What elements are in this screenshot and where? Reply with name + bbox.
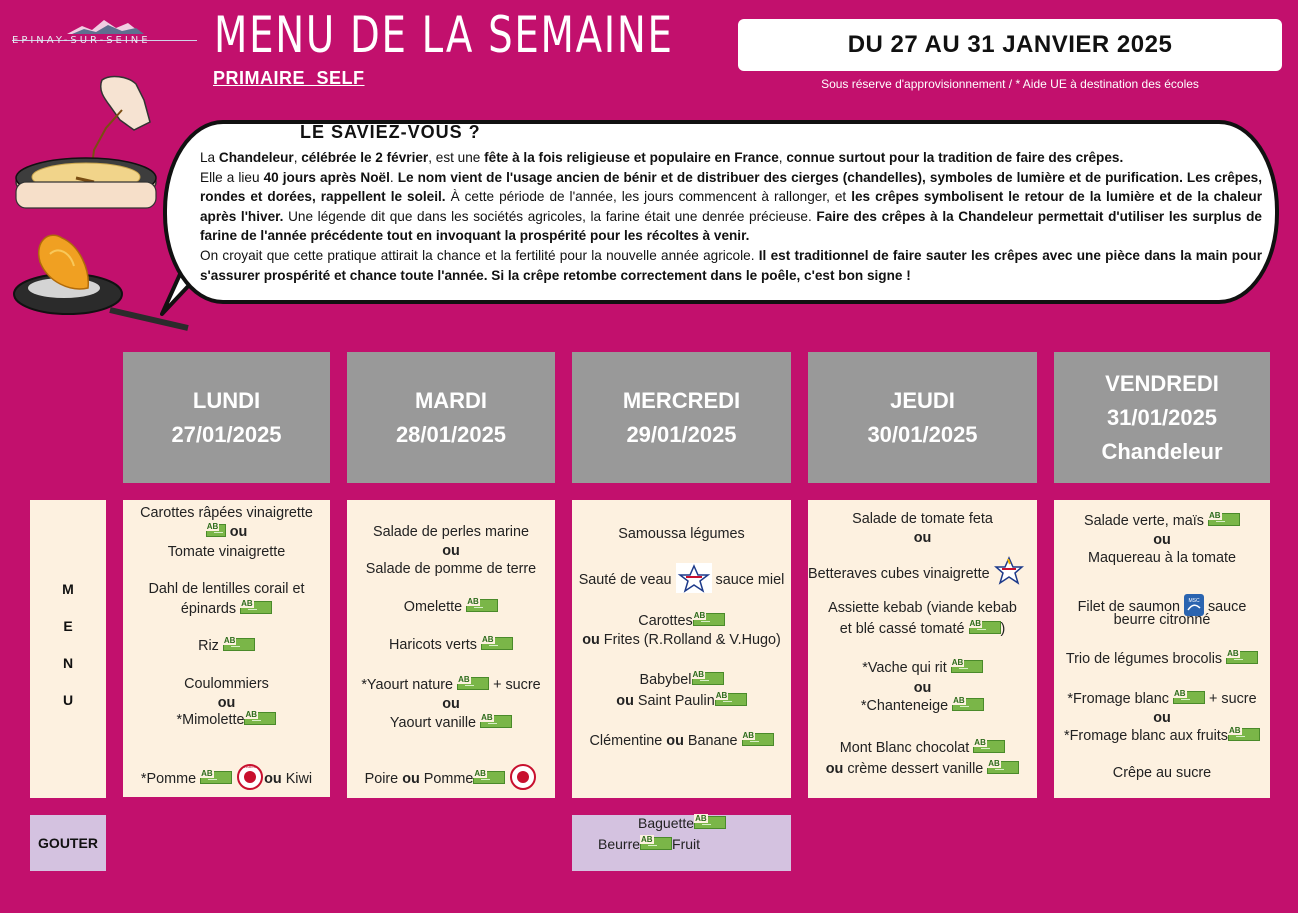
organic-label-icon (466, 599, 498, 612)
menu-item: ou (913, 680, 932, 696)
gouter-item: BaguetteAB (638, 815, 726, 831)
organic-label-icon (715, 693, 747, 706)
logo-text: EPINAY-SUR-SEINE (12, 35, 151, 46)
organic-label-icon (1208, 513, 1240, 526)
day-date: 28/01/2025 (395, 421, 507, 447)
menu-item: ou (1153, 532, 1171, 548)
menu-item: Salade de tomate feta (852, 511, 993, 527)
menu-item: *Pomme AB LABEL ou Kiwi (123, 763, 330, 791)
menu-item: ou (1153, 710, 1171, 726)
menu-item: Riz AB (123, 638, 330, 654)
label-rouge-icon (236, 763, 264, 791)
menu-side-label (30, 500, 106, 798)
day-name: VENDREDI (1105, 370, 1219, 396)
menu-item: *Chanteneige AB (808, 698, 1037, 714)
menu-item: Yaourt vanille AB (347, 715, 555, 731)
menu-item: *Fromage blanc aux fruitsAB (1054, 728, 1270, 744)
organic-label-icon (244, 712, 276, 725)
menu-item: Mont Blanc chocolat AB (808, 740, 1037, 756)
menu-item: Omelette AB (347, 599, 555, 615)
page-title: MENU DE LA SEMAINE (214, 6, 674, 64)
menu-letter: U (62, 692, 74, 708)
crepe-pan-hand-icon (16, 77, 156, 208)
menu-friday (1054, 500, 1270, 798)
menu-item: BabybelAB (572, 672, 791, 688)
organic-label-icon (1226, 651, 1258, 664)
day-date: 30/01/2025 (867, 421, 978, 447)
menu-item: Maquereau à la tomate (1088, 550, 1236, 566)
info-text: La Chandeleur, célébrée le 2 février, est une fête à la fois religieuse et populaire en France, connue surtout pour la tradition de faire des crêpes. Elle a lieu 40 jours après Noël. Le nom vient de l'usage ancien de bénir et de distribuer des cierges (chandelles), symboles de lumière et de purification. Les crêpes, rondes et dorées, rappellent le soleil. À cette période de l'année, les jours commencent à rallonger, et les crêpes symbolisent le retour de la lumière et de la chaleur après l'hiver. Une légende dit que dans les sociétés agricoles, la farine était une denrée précieuse. Faire des crêpes à la Chandeleur permettait d'utiliser les surplus de farine de l'année précédente tout en invoquant la prospérité pour les récoltes à venir. On croyait que cette pratique attirait la chance et la fertilité pour la nouvelle année agricole. Il est traditionnel de faire sauter les crêpes avec une pièce dans la main pour s'assurer prospérité et chance toute l'année. Si la crêpe retombe correctement dans le poêle, c'est bon signe ! (200, 150, 1263, 283)
menu-item: Assiette kebab (viande kebab (828, 600, 1017, 616)
organic-label-icon (952, 698, 984, 711)
day-name: MERCREDI (622, 387, 741, 413)
day-header-thursday (808, 352, 1037, 483)
organic-label-icon (973, 740, 1005, 753)
day-name: MARDI (414, 387, 488, 413)
menu-item: *MimoletteAB (123, 712, 330, 728)
menu-wednesday (572, 500, 791, 798)
menu-item: Poire ou PommeAB (347, 763, 555, 791)
organic-label-icon (692, 672, 724, 685)
menu-item: Coulommiers (184, 676, 269, 692)
page-subtitle: PRIMAIRE SELF (213, 68, 365, 88)
organic-label-icon (987, 761, 1019, 774)
organic-label-icon (693, 613, 725, 626)
menu-item: beurre citronné (1113, 612, 1211, 628)
origin-france-icon (676, 563, 712, 593)
organic-label-icon (480, 715, 512, 728)
menu-item: *Yaourt nature AB + sucre (347, 677, 555, 693)
organic-label-icon (473, 771, 505, 784)
day-name: JEUDI (890, 387, 955, 413)
organic-label-icon (694, 816, 726, 829)
day-header-wednesday (572, 352, 791, 483)
organic-label-icon (1228, 728, 1260, 741)
organic-label-icon (951, 660, 983, 673)
organic-label-icon (969, 621, 1001, 634)
menu-item: CarottesAB (572, 613, 791, 629)
menu-item: Carottes râpées vinaigrette (140, 505, 313, 521)
menu-item: Salade verte, maïs AB (1054, 513, 1270, 529)
menu-item: Filet de saumon MSC sauce (1054, 594, 1270, 616)
menu-item: Betteraves cubes vinaigrette (808, 556, 1037, 586)
day-header-friday (1054, 352, 1270, 483)
organic-label-icon (481, 637, 513, 650)
menu-letter: N (62, 655, 74, 671)
city-logo (12, 14, 197, 54)
menu-item: épinards AB (123, 601, 330, 617)
date-range: DU 27 AU 31 JANVIER 2025 (738, 19, 1282, 71)
day-date: 31/01/2025 (1106, 404, 1218, 430)
organic-label-icon (200, 771, 232, 784)
day-header-tuesday (347, 352, 555, 483)
menu-item: Crêpe au sucre (1112, 765, 1212, 781)
day-date: 29/01/2025 (626, 421, 737, 447)
organic-label-icon (457, 677, 489, 690)
svg-text:LABEL: LABEL (243, 764, 257, 769)
menu-item: Haricots verts AB (347, 637, 555, 653)
menu-item: ou Saint PaulinAB (572, 693, 791, 709)
day-name: LUNDI (192, 387, 261, 413)
menu-item: Dahl de lentilles corail et (148, 581, 305, 597)
menu-item: Salade de perles marine (373, 524, 529, 540)
menu-letter: E (63, 618, 73, 634)
menu-thursday (808, 500, 1037, 798)
organic-label-icon (1173, 691, 1205, 704)
menu-item: ou (913, 530, 932, 546)
gouter-side-label: GOUTER (30, 815, 106, 871)
menu-tuesday (347, 500, 555, 798)
menu-item: ou Frites (R.Rolland & V.Hugo) (582, 632, 781, 648)
organic-label-icon (742, 733, 774, 746)
menu-item: Clémentine ou Banane AB (572, 733, 791, 749)
menu-item: ou crème dessert vanille AB (808, 761, 1037, 777)
day-header-monday (123, 352, 330, 483)
menu-item: ou (442, 543, 460, 559)
label-rouge-icon (509, 763, 537, 791)
day-event: Chandeleur (1101, 438, 1223, 464)
menu-letter: M (62, 581, 74, 597)
menu-item: Salade de pomme de terre (365, 561, 537, 577)
organic-label-icon (240, 601, 272, 614)
menu-item: AB ou (123, 524, 330, 540)
menu-item: Samoussa légumes (618, 526, 745, 542)
menu-item: *Fromage blanc AB + sucre (1054, 691, 1270, 707)
menu-item: ou (217, 695, 236, 711)
menu-item: Sauté de veau sauce miel (572, 563, 791, 593)
organic-label-icon (223, 638, 255, 651)
origin-france-icon (994, 556, 1024, 586)
info-heading: LE SAVIEZ-VOUS ? (300, 122, 481, 142)
menu-item: Tomate vinaigrette (167, 544, 286, 560)
menu-item: Trio de légumes brocolis AB (1054, 651, 1270, 667)
gouter-item: BeurreAB Fruit (598, 836, 700, 852)
organic-label-icon (206, 524, 226, 537)
menu-item: ou (442, 696, 460, 712)
menu-item: *Vache qui rit AB (808, 660, 1037, 676)
svg-text:MSC: MSC (1188, 598, 1200, 604)
organic-label-icon (640, 837, 672, 850)
menu-monday (123, 500, 330, 797)
supply-note: Sous réserve d'approvisionnement / * Aide UE à destination des écoles (821, 77, 1199, 91)
menu-item: et blé cassé tomaté AB ) (808, 621, 1037, 637)
day-date: 27/01/2025 (171, 421, 282, 447)
gouter-wednesday (572, 815, 791, 871)
